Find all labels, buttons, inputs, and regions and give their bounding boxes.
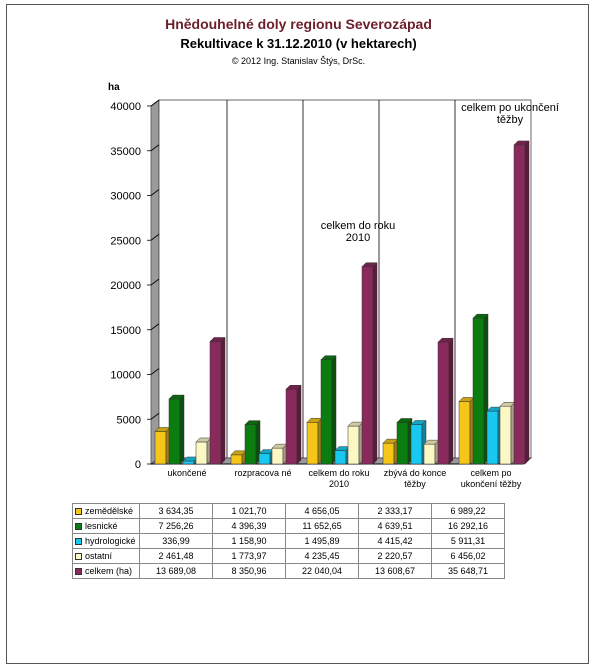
table-cell: 4 639,51 <box>359 519 432 534</box>
legend-entry <box>73 549 140 564</box>
copyright-icon: © <box>231 56 239 66</box>
table-cell: 6 456,02 <box>432 549 505 564</box>
table-cell: 16 292,16 <box>432 519 505 534</box>
table-cell: 35 648,71 <box>432 564 505 579</box>
y-tick-label: 25000 <box>110 235 141 248</box>
category-label: ukončené <box>167 468 207 478</box>
legend-label: lesnické <box>85 521 118 531</box>
legend-entry <box>73 534 140 549</box>
table-cell: 8 350,96 <box>213 564 286 579</box>
table-row <box>73 534 505 549</box>
bar <box>196 442 207 464</box>
legend-swatch <box>75 523 82 530</box>
table-cell: 6 989,22 <box>432 504 505 519</box>
bar <box>424 444 435 464</box>
table-cell: 1 773,97 <box>213 549 286 564</box>
y-tick-label: 0 <box>134 459 141 471</box>
y-tick-label: 40000 <box>110 101 141 113</box>
legend-label: celkem (ha) <box>85 566 133 576</box>
y-tick-label: 15000 <box>110 324 141 337</box>
data-table <box>72 503 505 579</box>
bar <box>411 424 422 464</box>
table-row <box>73 549 505 564</box>
bar <box>438 342 449 464</box>
bar <box>210 341 221 464</box>
bar <box>231 455 242 464</box>
chart-title: Hnědouhelné doly regionu Severozápad <box>165 16 432 32</box>
bar <box>473 318 484 464</box>
bar <box>362 267 373 464</box>
table-row <box>73 504 505 519</box>
chart-subtitle: Rekultivace k 31.12.2010 (v hektarech) <box>180 36 417 51</box>
y-tick-label: 35000 <box>110 145 141 158</box>
table-cell: 13 608,67 <box>359 564 432 579</box>
bar <box>321 360 332 464</box>
bar <box>155 431 166 464</box>
bar <box>307 422 318 464</box>
y-tick-label: 10000 <box>110 369 141 382</box>
bar-side <box>525 141 529 464</box>
bar-side <box>297 385 301 464</box>
table-cell: 2 220,57 <box>359 549 432 564</box>
table-cell: 4 235,45 <box>286 549 359 564</box>
annotation-total-2010: celkem do roku 2010 <box>320 220 396 244</box>
bar <box>259 454 270 464</box>
bar-side <box>449 338 453 464</box>
legend-entry <box>73 564 140 579</box>
bar <box>514 145 525 464</box>
bar <box>459 401 470 464</box>
legend-swatch <box>75 553 82 560</box>
category-label: rozpracova né <box>234 468 292 478</box>
y-tick-label: 30000 <box>110 190 141 203</box>
category-label: celkem po ukončení těžby <box>460 468 522 489</box>
y-tick-label: 20000 <box>110 280 141 292</box>
bar <box>286 389 297 464</box>
legend-label: zemědělské <box>85 506 134 516</box>
bar-side <box>221 337 225 464</box>
copyright-text: 2012 Ing. Stanislav Štýs, DrSc. <box>241 56 366 66</box>
bar <box>183 461 194 464</box>
legend-swatch <box>75 508 82 515</box>
bar <box>397 422 408 464</box>
y-tick-label: 5000 <box>116 414 141 427</box>
y-axis-unit-label: ha <box>108 82 120 93</box>
legend-swatch <box>75 538 82 545</box>
table-cell: 13 689,08 <box>140 564 213 579</box>
legend-swatch <box>75 568 82 575</box>
legend-label: ostatní <box>85 551 113 561</box>
bar <box>500 406 511 464</box>
bar <box>487 411 498 464</box>
bar <box>348 426 359 464</box>
table-cell: 4 396,39 <box>213 519 286 534</box>
bar <box>272 448 283 464</box>
table-cell: 4 415,42 <box>359 534 432 549</box>
category-label: zbývá do konce těžby <box>383 468 447 489</box>
annotation-total-after-mining: celkem po ukončení těžby <box>461 102 559 126</box>
table-cell: 2 333,17 <box>359 504 432 519</box>
table-row <box>73 519 505 534</box>
category-label: celkem do roku 2010 <box>308 468 370 489</box>
table-cell: 336,99 <box>140 534 213 549</box>
table-cell: 4 656,05 <box>286 504 359 519</box>
legend-entry <box>73 504 140 519</box>
table-cell: 1 021,70 <box>213 504 286 519</box>
bar <box>169 399 180 464</box>
bar <box>335 451 346 464</box>
table-row <box>73 564 505 579</box>
table-cell: 22 040,04 <box>286 564 359 579</box>
legend-entry <box>73 519 140 534</box>
table-cell: 1 158,90 <box>213 534 286 549</box>
table-cell: 3 634,35 <box>140 504 213 519</box>
bar-side <box>373 263 377 464</box>
table-cell: 2 461,48 <box>140 549 213 564</box>
bar <box>245 425 256 464</box>
table-cell: 1 495,89 <box>286 534 359 549</box>
bar <box>383 443 394 464</box>
legend-label: hydrologické <box>85 536 136 546</box>
bar-side <box>180 395 184 464</box>
bar-side <box>332 356 336 464</box>
table-cell: 5 911,31 <box>432 534 505 549</box>
table-cell: 11 652,65 <box>286 519 359 534</box>
table-cell: 7 256,26 <box>140 519 213 534</box>
